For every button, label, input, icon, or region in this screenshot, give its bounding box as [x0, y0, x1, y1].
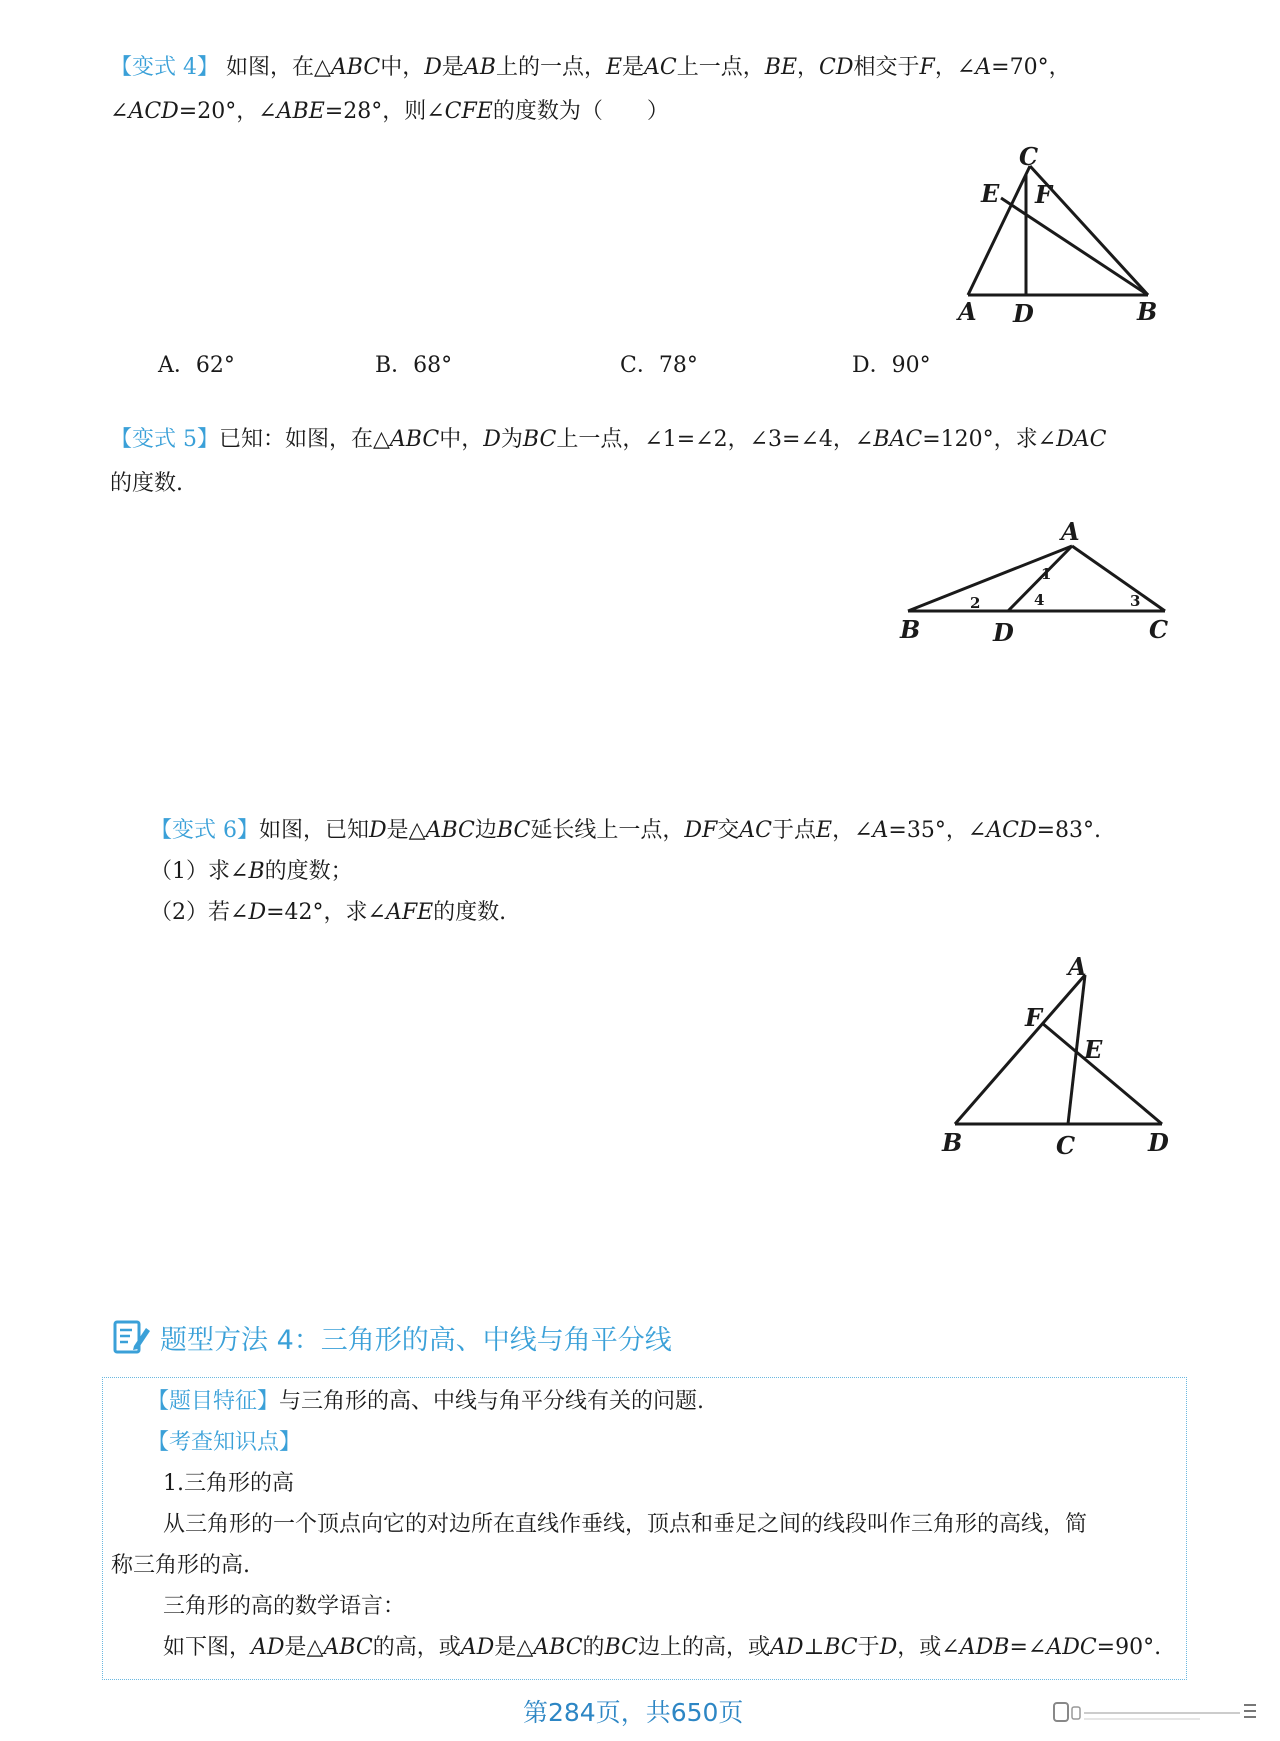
q6-sub1: （1）求∠B的度数；	[150, 859, 353, 884]
q4-label-f: F	[1035, 180, 1053, 209]
q5-label-c: C	[1149, 615, 1169, 644]
feature-tag: 【题目特征】	[147, 1389, 280, 1414]
kp-tag: 【考查知识点】	[147, 1430, 302, 1455]
q4-tag: 【变式 4】	[110, 55, 219, 80]
q4-option-a[interactable]: A．62°	[158, 353, 235, 378]
kp1-math-language: 三角形的高的数学语言：	[163, 1594, 406, 1619]
q4-line2: ∠ACD=20°，∠ABE=28°，则∠CFE的度数为（ ）	[110, 99, 669, 124]
q6-label-a: A	[1068, 952, 1087, 981]
q4-label-c: C	[1019, 142, 1039, 171]
kp1-paragraph-line1: 从三角形的一个顶点向它的对边所在直线作垂线，顶点和垂足之间的线段叫作三角形的高线，简	[163, 1512, 1088, 1537]
q4-option-b[interactable]: B．68°	[375, 353, 453, 378]
q5-angle-4: 4	[1034, 591, 1045, 609]
q6-sub2: （2）若∠D=42°，求∠AFE的度数.	[150, 900, 507, 925]
q4-label-b: B	[1137, 297, 1158, 326]
q4-text	[110, 46, 1180, 134]
q6-label-b: B	[942, 1128, 963, 1157]
knowledge-box	[102, 1377, 1187, 1680]
kp1-title: 1.三角形的高	[163, 1471, 294, 1496]
q6-side-ba	[955, 975, 1085, 1124]
q5-line1: 【变式 5】已知：如图，在△ABC中，D为BC上一点，∠1=∠2，∠3=∠4，∠BAC=120°，求∠DAC	[110, 427, 1107, 452]
q6-label-e: E	[1084, 1035, 1103, 1064]
section-header	[112, 1317, 672, 1357]
q5-tag: 【变式 5】	[110, 427, 219, 452]
q4-label-d: D	[1013, 299, 1034, 328]
q5-side-ac	[1072, 546, 1165, 611]
q4-diagram	[940, 140, 1180, 340]
q6-line1: 【变式 6】如图，已知D是△ABC边BC延长线上一点，DF交AC于点E，∠A=35°，∠ACD=83°.	[150, 818, 1102, 843]
page-view-icon[interactable]	[1050, 1697, 1260, 1727]
feature-line: 【题目特征】与三角形的高、中线与角平分线有关的问题.	[147, 1389, 705, 1414]
q6-label-d: D	[1148, 1128, 1169, 1157]
q6-side-ac	[1068, 975, 1085, 1124]
page-indicator: 第284页，共650页	[523, 1698, 744, 1727]
q4-line1: 【变式 4】 如图，在△ABC中，D是AB上的一点，E是AC上一点，BE，CD相交于F，∠A=70°，	[110, 55, 1071, 80]
q5-angle-1: 1	[1041, 565, 1052, 583]
section-title: 题型方法 4：三角形的高、中线与角平分线	[160, 1324, 672, 1356]
q5-diagram	[890, 510, 1180, 650]
q5-label-d: D	[993, 618, 1014, 647]
kp1-example-line: 如下图，AD是△ABC的高，或AD是△ABC的BC边上的高，或AD⊥BC于D，或∠ADB=∠ADC=90°.	[163, 1635, 1162, 1660]
q5-angle-2: 2	[970, 594, 981, 612]
kp1-paragraph-line2: 称三角形的高.	[111, 1553, 250, 1578]
q6-label-c: C	[1056, 1131, 1076, 1160]
q4-option-d[interactable]: D．90°	[852, 353, 931, 378]
q5-angle-3: 3	[1130, 592, 1141, 610]
q5-text	[110, 418, 1180, 506]
q6-text	[150, 810, 1180, 933]
q6-label-f: F	[1025, 1003, 1043, 1032]
q5-label-b: B	[900, 615, 921, 644]
q5-label-a: A	[1061, 517, 1080, 546]
q6-tag: 【变式 6】	[150, 818, 259, 843]
q6-diagram	[920, 945, 1180, 1165]
q4-option-c[interactable]: C．78°	[620, 353, 698, 378]
q4-label-e: E	[981, 179, 1000, 208]
q4-label-a: A	[958, 297, 977, 326]
edit-notebook-icon	[112, 1318, 152, 1356]
q5-line2: 的度数.	[110, 471, 183, 496]
